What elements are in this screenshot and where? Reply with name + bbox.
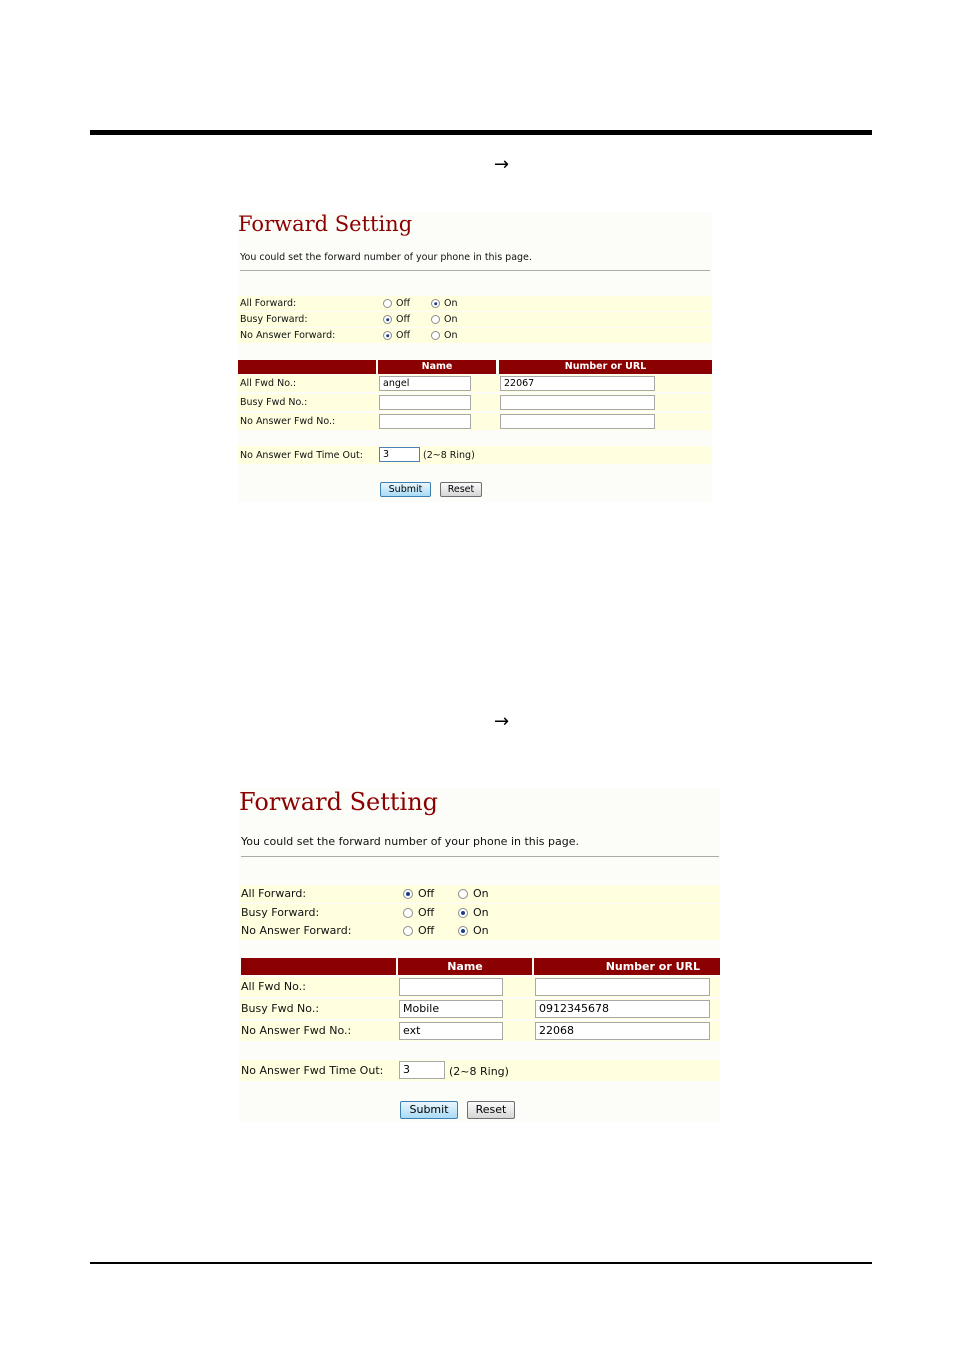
table-row (239, 1021, 720, 1041)
fwd-row-label: Busy Fwd No.: (241, 1002, 320, 1015)
forward-mode-label: No Answer Forward: (241, 924, 352, 937)
radio-no-answer-forward-off[interactable] (403, 926, 413, 936)
no-answer-fwd-name-input[interactable] (379, 414, 471, 429)
radio-busy-forward-on[interactable] (458, 908, 468, 918)
all-fwd-name-input[interactable]: angel (379, 376, 471, 391)
fwd-row-label: All Fwd No.: (240, 378, 297, 389)
forward-mode-label: All Forward: (240, 298, 297, 309)
arrow-icon: → (494, 711, 510, 732)
reset-button[interactable]: Reset (467, 1101, 515, 1119)
forward-mode-row-no-answer (238, 328, 712, 343)
forward-mode-row-all (239, 885, 720, 903)
table-header-number: Number or URL (499, 360, 712, 374)
timeout-hint: (2~8 Ring) (423, 450, 475, 461)
radio-on-label: On (473, 887, 489, 900)
submit-button[interactable]: Submit (400, 1101, 458, 1119)
table-header-name: Name (398, 958, 532, 975)
table-row (238, 375, 712, 392)
all-fwd-name-input[interactable] (399, 978, 503, 996)
forward-mode-label: All Forward: (241, 887, 307, 900)
radio-no-answer-forward-off[interactable] (383, 331, 392, 340)
radio-on-label: On (444, 330, 458, 341)
radio-off-label: Off (418, 906, 435, 919)
radio-no-answer-forward-on[interactable] (458, 926, 468, 936)
table-header-blank (238, 360, 376, 374)
radio-off-label: Off (396, 330, 411, 341)
radio-busy-forward-off[interactable] (383, 315, 392, 324)
radio-all-forward-on[interactable] (458, 889, 468, 899)
page-description: You could set the forward number of your phone in this page. (241, 835, 580, 848)
forward-mode-label: Busy Forward: (241, 906, 320, 919)
radio-on-label: On (444, 314, 458, 325)
busy-fwd-name-input[interactable]: Mobile (399, 1000, 503, 1018)
fwd-row-label: All Fwd No.: (241, 980, 306, 993)
table-header-number: Number or URL (534, 958, 720, 975)
forward-mode-row-all (238, 296, 712, 311)
radio-on-label: On (444, 298, 458, 309)
radio-no-answer-forward-on[interactable] (431, 331, 440, 340)
page-title: Forward Setting (238, 212, 413, 236)
arrow-icon: → (494, 154, 510, 175)
table-row (239, 999, 720, 1019)
divider (240, 270, 710, 271)
table-row (239, 977, 720, 997)
radio-on-label: On (473, 906, 489, 919)
forward-mode-row-no-answer (239, 922, 720, 940)
table-header-name: Name (378, 360, 496, 374)
busy-fwd-name-input[interactable] (379, 395, 471, 410)
radio-off-label: Off (396, 314, 411, 325)
radio-off-label: Off (418, 924, 435, 937)
divider (241, 856, 719, 857)
no-answer-fwd-name-input[interactable]: ext (399, 1022, 503, 1040)
table-row (238, 394, 712, 411)
timeout-input[interactable]: 3 (379, 447, 420, 462)
radio-off-label: Off (396, 298, 411, 309)
bottom-rule (90, 1262, 872, 1264)
fwd-row-label: No Answer Fwd No.: (241, 1024, 352, 1037)
radio-busy-forward-off[interactable] (403, 908, 413, 918)
radio-all-forward-off[interactable] (403, 889, 413, 899)
radio-off-label: Off (418, 887, 435, 900)
forward-setting-screenshot-1 (238, 212, 712, 502)
timeout-label: No Answer Fwd Time Out: (240, 450, 363, 461)
fwd-row-label: Busy Fwd No.: (240, 397, 308, 408)
no-answer-fwd-number-input[interactable]: 22068 (535, 1022, 710, 1040)
timeout-row (238, 446, 712, 464)
timeout-label: No Answer Fwd Time Out: (241, 1064, 384, 1077)
timeout-hint: (2~8 Ring) (449, 1065, 509, 1078)
forward-mode-label: Busy Forward: (240, 314, 308, 325)
no-answer-fwd-number-input[interactable] (500, 414, 655, 429)
forward-setting-screenshot-2 (239, 788, 720, 1122)
page-description: You could set the forward number of your phone in this page. (240, 252, 532, 263)
forward-mode-label: No Answer Forward: (240, 330, 336, 341)
table-header-blank (241, 958, 396, 975)
timeout-row (239, 1060, 720, 1081)
radio-busy-forward-on[interactable] (431, 315, 440, 324)
fwd-row-label: No Answer Fwd No.: (240, 416, 336, 427)
submit-button[interactable]: Submit (380, 482, 431, 497)
forward-mode-row-busy (238, 312, 712, 327)
radio-all-forward-on[interactable] (431, 299, 440, 308)
busy-fwd-number-input[interactable]: 0912345678 (535, 1000, 710, 1018)
all-fwd-number-input[interactable]: 22067 (500, 376, 655, 391)
radio-on-label: On (473, 924, 489, 937)
table-row (238, 413, 712, 430)
reset-button[interactable]: Reset (440, 482, 482, 497)
top-rule (90, 130, 872, 135)
forward-mode-row-busy (239, 904, 720, 922)
all-fwd-number-input[interactable] (535, 978, 710, 996)
page-title: Forward Setting (239, 788, 439, 816)
busy-fwd-number-input[interactable] (500, 395, 655, 410)
timeout-input[interactable]: 3 (399, 1061, 445, 1079)
radio-all-forward-off[interactable] (383, 299, 392, 308)
